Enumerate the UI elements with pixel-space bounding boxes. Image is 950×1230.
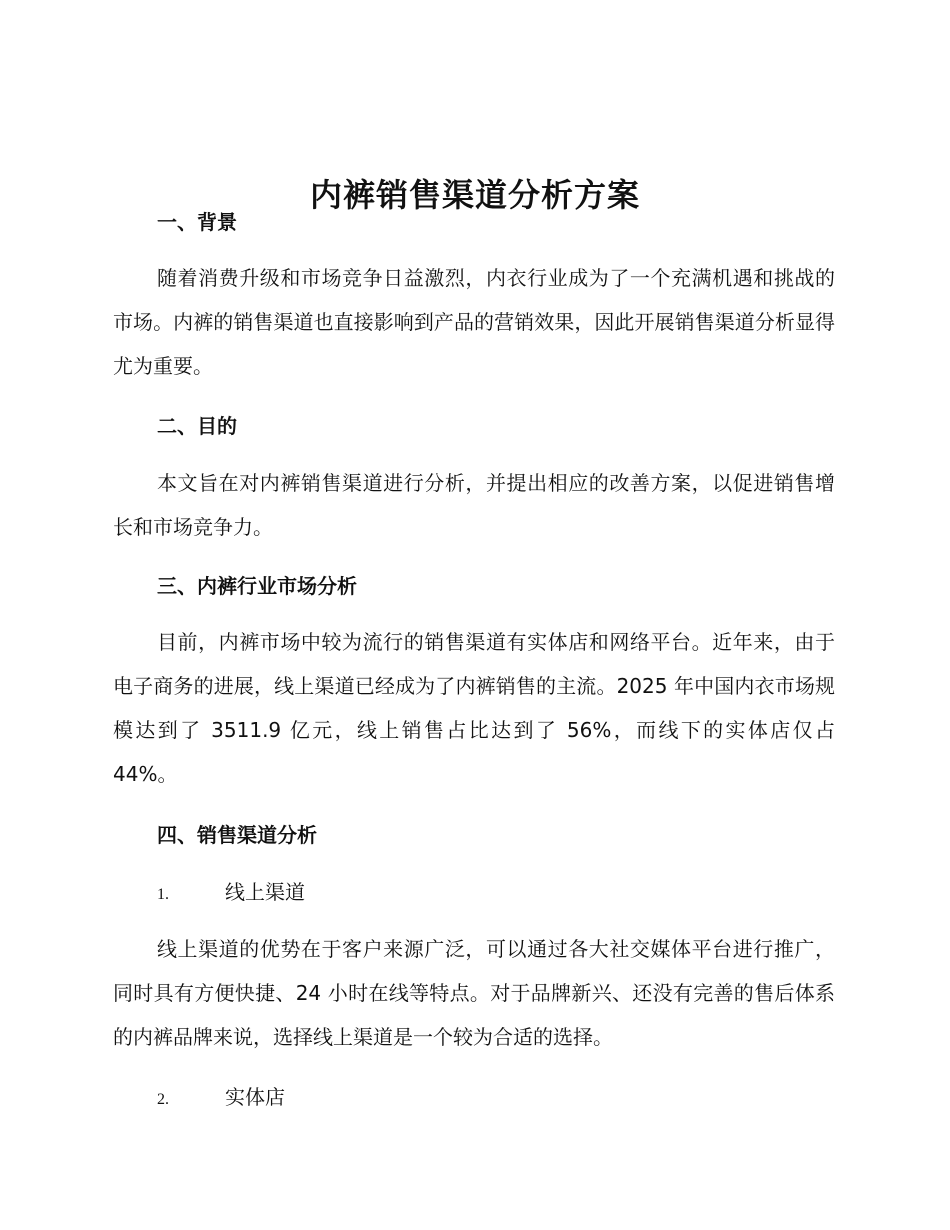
list-item-label: 线上渠道 <box>225 880 305 904</box>
list-item-label: 实体店 <box>225 1085 285 1109</box>
list-item-online <box>157 877 305 910</box>
list-item-paragraph-online: 线上渠道的优势在于客户来源广泛，可以通过各大社交媒体平台进行推广，同时具有方便快捷、24 小时在线等特点。对于品牌新兴、还没有完善的售后体系的内裤品牌来说，选择线上渠道是一个较为合适的选择。 <box>113 937 835 1049</box>
section-heading-background: 一、背景 <box>157 210 237 234</box>
section-heading-channel-analysis: 四、销售渠道分析 <box>157 823 317 847</box>
section-heading-market-analysis: 三、内裤行业市场分析 <box>157 574 357 598</box>
list-item-physical-store <box>157 1082 285 1115</box>
list-item-number: 2. <box>157 1091 169 1108</box>
section-paragraph-background: 随着消费升级和市场竞争日益激烈，内衣行业成为了一个充满机遇和挑战的市场。内裤的销售渠道也直接影响到产品的营销效果，因此开展销售渠道分析显得尤为重要。 <box>113 266 835 378</box>
document-title: 内裤销售渠道分析方案 <box>309 176 640 215</box>
section-paragraph-purpose: 本文旨在对内裤销售渠道进行分析，并提出相应的改善方案，以促进销售增长和市场竞争力。 <box>113 471 835 539</box>
section-heading-purpose: 二、目的 <box>157 414 237 438</box>
list-item-number: 1. <box>157 886 169 903</box>
section-paragraph-market-analysis: 目前，内裤市场中较为流行的销售渠道有实体店和网络平台。近年来，由于电子商务的进展，线上渠道已经成为了内裤销售的主流。2025 年中国内衣市场规模达到了 3511.9 亿元，线上销售占比达到了 56%，而线下的实体店仅占 44%。 <box>113 630 835 786</box>
